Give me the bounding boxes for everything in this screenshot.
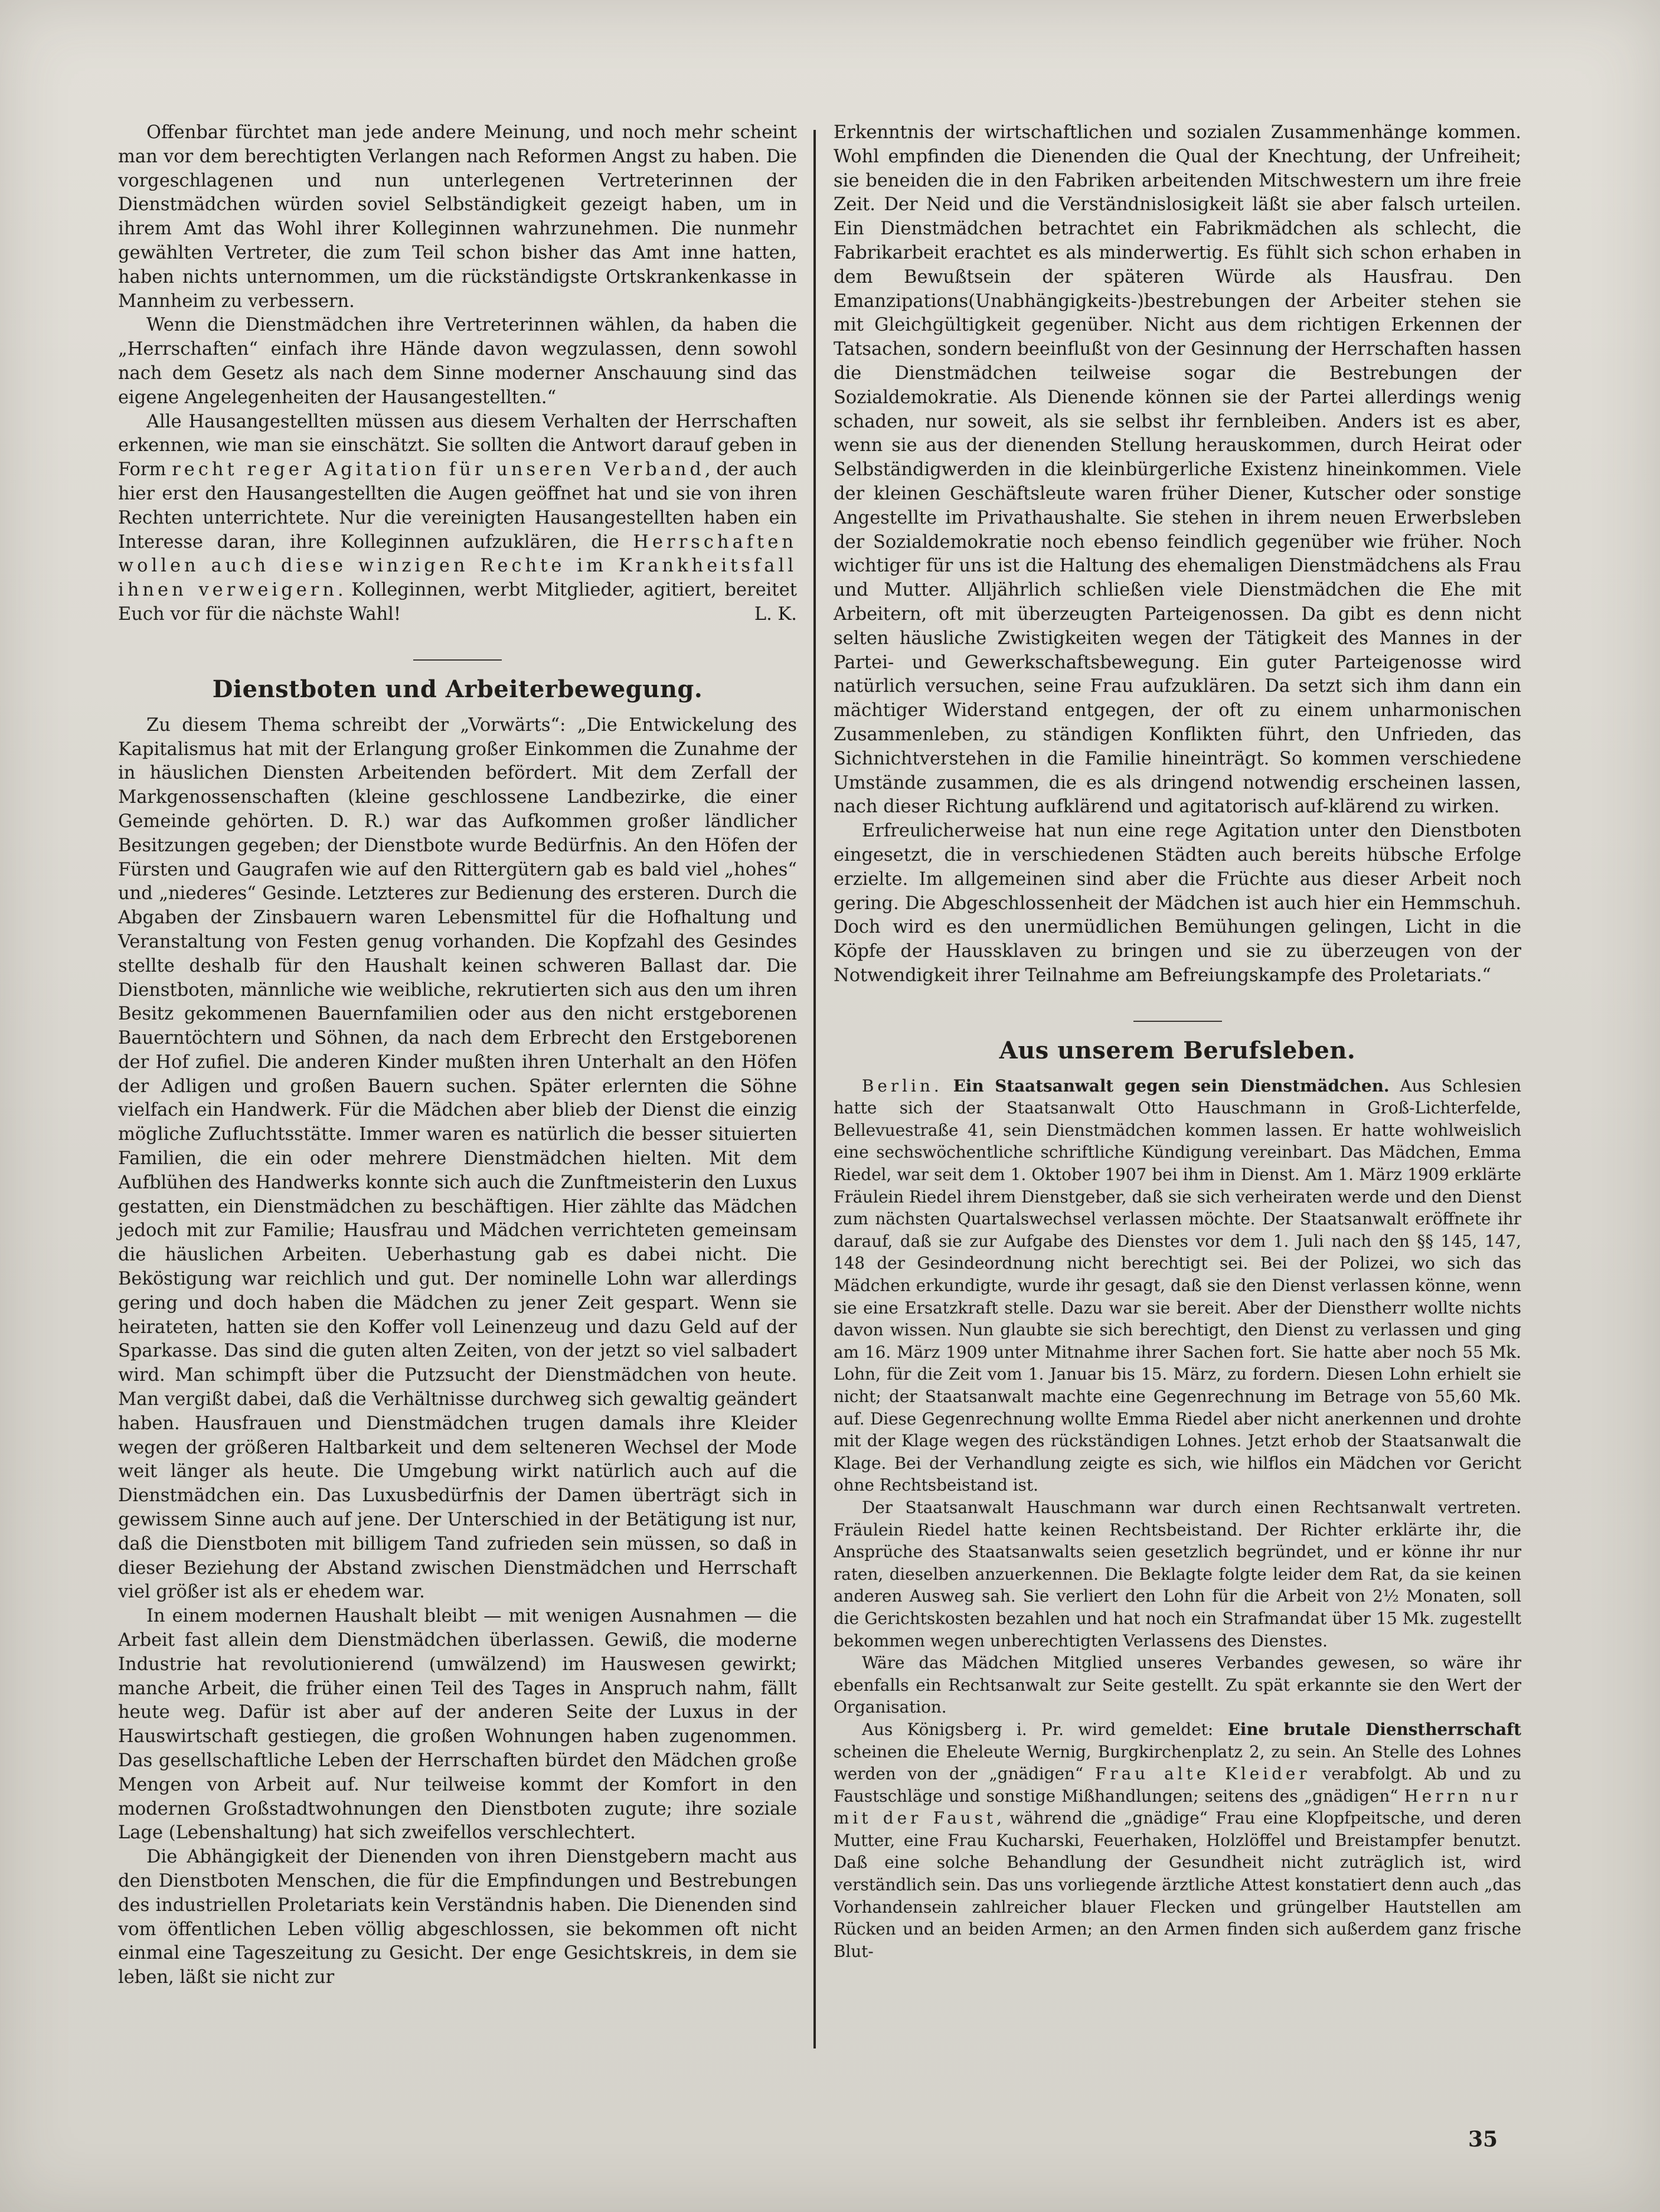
paragraph: Wenn die Dienstmädchen ihre Vertreterinnen wählen, da haben die „Herrschaften“ einfach ihre Hände davon wegzulassen, denn sowohl nach dem Gesetz als nach dem Sinne moderner Anschauung sind das eigene Angelegenheiten der Hausangestellten.“ <box>118 315 797 408</box>
author-signature: L. K. <box>754 603 797 625</box>
paragraph: Erkenntnis der wirtschaftlichen und sozialen Zusammenhänge kommen. Wohl empfinden die Dienenden die Qual der Knechtung, der Unfreiheit; sie beneiden die in den Fabriken arbeitenden Mitschwestern um ihre freie Zeit. Der Neid und die Verständnislosigkeit läßt sie aber falsch urteilen. Ein Dienstmädchen betrachtet ein Fabrikmädchen als schlecht, die Fabrikarbeit erachtet es als minderwertig. Es fühlt sich schon erhaben in dem Bewußtsein der späteren Würde als Hausfrau. Den Emanzipations(Unabhängigkeits-)bestrebungen der Arbeiter stehen sie mit Gleichgültigkeit gegenüber. Nicht aus dem richtigen Erkennen der Tatsachen, sondern beeinflußt von der Gesinnung der Herrschaften hassen die Dienstmädchen teilweise sogar die Bestrebungen der Sozialdemokratie. Als Dienende können sie der Partei allerdings wenig schaden, nur soweit, als sie selbst ihr fernbleiben. Anders ist es aber, wenn sie aus der dienenden Stellung herauskommen, durch Heirat oder Selbständigwerden in die kleinbürgerliche Existenz hineinkommen. Viele der kleinen Geschäftsleute waren früher Diener, Kutscher oder sonstige Angestellte im Privathaushalte. Sie stehen in ihrem neuen Erwerbsleben der Sozialdemokratie noch ebenso feindlich gegenüber wie früher. Noch wichtiger für uns ist die Haltung des ehemaligen Dienstmädchens als Frau und Mutter. Alljährlich schließen viele Dienstmädchen die Ehe mit Arbeitern, oft mit überzeugten Parteigenossen. Da gibt es denn nicht selten häusliche Zwistigkeiten wegen der Tätigkeit des Mannes in der Partei- und Gewerkschaftsbewegung. Ein guter Parteigenosse wird natürlich versuchen, seine Frau aufzuklären. Da setzt sich ihm dann ein mächtiger Widerstand entgegen, der oft zu einem unharmonischen Zusammenleben, zu ständigen Konflikten führt, den Unfrieden, das Sichnichtverstehen in die Familie hineinträgt. So kommen verschiedene Umstände zusammen, die es als dringend notwendig erscheinen lassen, nach dieser Richtung aufklärend und agitatorisch auf-klärend zu wirken. <box>834 122 1521 818</box>
place-name: Berlin. <box>862 1076 943 1096</box>
right-column <box>834 121 1521 1962</box>
paragraph: Der Staatsanwalt Hauschmann war durch einen Rechtsanwalt vertreten. Fräulein Riedel hatte keinen Rechtsbeistand. Der Richter erklärte ihr, die Ansprüche des Staatsanwalts seien gesetzlich begründet, und er könne ihr nur raten, dieselben anzuerkennen. Die Beklagte folgte leider dem Rat, da sie keinen anderen Ausweg sah. Sie verliert den Lohn für die Arbeit von 2½ Monaten, soll die Gerichtskosten bezahlen und hat noch ein Strafmandat über 15 Mk. zugestellt bekommen wegen unberechtigten Verlassens des Dienstes. <box>834 1497 1521 1651</box>
emphasis-text: recht reger Agitation für unseren Verband <box>172 459 705 481</box>
emphasis-text: Frau alte Kleider <box>1095 1764 1311 1784</box>
paragraph <box>834 1075 1521 1497</box>
text: Alle Hausangestellten müssen aus diesem Verhalten der Herrschaften erkennen, wie man sie einschätzt. Sie sollten die Antwort darauf geben in Form <box>118 411 797 481</box>
paragraph: Zu diesem Thema schreibt der „Vorwärts“: „Die Entwickelung des Kapitalismus hat mit der Erlangung großer Einkommen die Zunahme der in häuslichen Diensten Arbeitenden befördert. Mit dem Zerfall der Markgenossenschaften (kleine geschlossene Landbezirke, die einer Gemeinde gehörten. D. R.) war das Aufkommen großer ländlicher Besitzungen gegeben; der Dienstbote wurde Bedürfnis. An den Höfen der Fürsten und Gaugrafen wie auf den Rittergütern gab es bald viel „hohes“ und „niederes“ Gesinde. Letzteres zur Bedienung des ersteren. Durch die Abgaben der Zinsbauern waren Lebensmittel für die Hofhaltung und Veranstaltung von Festen genug vorhanden. Die Kopfzahl des Gesindes stellte deshalb für den Haushalt keinen schweren Ballast dar. Die Dienstboten, männliche wie weibliche, rekrutierten sich aus den um ihren Besitz gekommenen Bauernfamilien oder aus den nicht erstgeborenen Bauerntöchtern und Söhnen, da nach dem Erbrecht den Erstgeborenen der Hof zufiel. Die anderen Kinder mußten ihren Unterhalt an den Höfen der Adligen und großen Bauern suchen. Später erlernten die Söhne vielfach ein Handwerk. Für die Mädchen aber blieb der Dienst die einzig mögliche Zufluchtsstätte. Immer waren es natürlich die besser situierten Familien, die ein oder mehrere Dienstmädchen hielten. Mit dem Aufblühen des Handwerks konnte sich auch die Zunftmeisterin den Luxus gestatten, ein Dienstmädchen zu beschäftigen. Hier zählte das Mädchen jedoch mit zur Familie; Hausfrau und Mädchen verrichteten gemeinsam die häuslichen Arbeiten. Ueberhastung gab es dabei nicht. Die Beköstigung war reichlich und gut. Der nominelle Lohn war allerdings gering und doch haben die Mädchen zu jener Zeit gespart. Wenn sie heirateten, hatten sie den Koffer voll Leinenzeug und dazu Geld auf der Sparkasse. Das sind die guten alten Zeiten, von der jetzt so viel salbadert wird. Man schimpft über die Putzsucht der Dienstmädchen von heute. Man vergißt dabei, daß die Verhältnisse durchweg sich gewaltig geändert haben. Hausfrauen und Dienstmädchen trugen damals ihre Kleider wegen der größeren Haltbarkeit und dem selteneren Wechsel der Mode weit länger als heute. Die Umgebung wirkt natürlich auch auf die Dienstmädchen ein. Das Luxusbedürfnis der Damen überträgt sich in gewissem Sinne auch auf jene. Der Unterschied in der Betätigung ist nur, daß die Dienstboten mit billigem Tand zufrieden sein müssen, so daß in dieser Beziehung der Abstand zwischen Dienstmädchen und Herrschaft viel größer ist als er ehedem war. <box>118 714 797 1603</box>
item-title: Ein Staatsanwalt gegen sein Dienstmädchen. <box>953 1076 1390 1096</box>
column-rule <box>813 130 816 2048</box>
section-divider <box>1133 1021 1222 1022</box>
page-number: 35 <box>1468 2127 1498 2152</box>
paragraph: Offenbar fürchtet man jede andere Meinung, und noch mehr scheint man vor dem berechtigten Verlangen nach Reformen Angst zu haben. Die vorgeschlagenen und nun unterlegenen Vertreterinnen der Dienstmädchen würden soviel Selbständigkeit gezeigt haben, um in ihrem Amt das Wohl ihrer Kolleginnen wahrzunehmen. Die nunmehr gewählten Vertreter, die zum Teil schon bisher das Amt inne hatten, haben nichts unternommen, um die rückständigste Ortskrankenkasse in Mannheim zu verbessern. <box>118 122 797 312</box>
small-print-block <box>834 1075 1521 1963</box>
text: . Kolleginnen, werbt Mitglieder, agitiert, bereitet Euch vor für die nächste Wahl! <box>118 580 797 625</box>
emphasis-text: Herrschaften wollen auch diese winzigen Rechte im Krankheitsfall ihnen verweigern <box>118 531 797 601</box>
text: Aus Königsberg i. Pr. wird gemeldet: <box>862 1719 1228 1739</box>
section-divider <box>413 659 502 661</box>
paragraph: Erfreulicherweise hat nun eine rege Agitation unter den Dienstboten eingesetzt, die in verschiedenen Städten auch bereits hübsche Erfolge erzielte. Im allgemeinen sind aber die Früchte aus dieser Arbeit noch gering. Die Abgeschlossenheit der Mädchen ist auch hier ein Hemmschuh. Doch wird es den unermüdlichen Bemühungen gelingen, Licht in die Köpfe der Haussklaven zu bringen und sie zu überzeugen von der Notwendigkeit ihrer Teilnahme am Befreiungskampfe des Proletariats.“ <box>834 821 1521 986</box>
paragraph <box>118 410 797 627</box>
emphasis-text: Herrn nur mit der Faust <box>834 1786 1521 1828</box>
item-title: Eine brutale Dienstherrschaft <box>1227 1719 1521 1739</box>
article-heading: Dienstboten und Arbeiterbewegung. <box>212 675 703 703</box>
text: verabfolgt. Ab und zu Faustschläge und sonstige Mißhandlungen; seitens des „gnädigen“ <box>834 1764 1521 1806</box>
section-heading: Aus unserem Berufsleben. <box>999 1036 1356 1064</box>
text: scheinen die Eheleute Wernig, Burgkirchenplatz 2, zu sein. An Stelle des Lohnes werden von der „gnädigen“ <box>834 1741 1521 1784</box>
text: Aus Schlesien hatte sich der Staatsanwalt Otto Hauschmann in Groß-Lichterfelde, Bellevuestraße 41, sein Dienstmädchen kommen lassen. Er hatte wohlweislich eine sechswöchentliche schriftliche Kündigung vereinbart. Das Mädchen, Emma Riedel, war seit dem 1. Oktober 1907 bei ihm in Dienst. Am 1. März 1909 erklärte Fräulein Riedel ihrem Dienstgeber, daß sie sich verheiraten werde und den Dienst zum nächsten Quartalswechsel verlassen möchte. Der Staatsanwalt eröffnete ihr darauf, daß sie zur Aufgabe des Dienstes vor dem 1. Juli nach den §§ 145, 147, 148 der Gesindeordnung nicht berechtigt sei. Bei der Polizei, wo sich das Mädchen erkundigte, wurde ihr gesagt, daß sie den Dienst verlassen könne, wenn sie eine Ersatzkraft stelle. Dazu war sie bereit. Aber der Dienstherr wollte nichts davon wissen. Nun glaubte sie sich berechtigt, den Dienst zu verlassen und ging am 16. März 1909 unter Mitnahme ihrer Sachen fort. Sie hatte aber noch 55 Mk. Lohn, für die Zeit vom 1. Januar bis 15. März, zu fordern. Diesen Lohn erhielt sie nicht; der Staatsanwalt machte eine Gegenrechnung im Betrage von 55,60 Mk. auf. Diese Gegenrechnung wollte Emma Riedel aber nicht anerkennen und drohte mit der Klage wegen des rückständigen Lohnes. Jetzt erhob der Staatsanwalt die Klage. Bei der Verhandlung zeigte es sich, wie hilflos ein Mädchen vor Gericht ohne Rechtsbeistand ist. <box>834 1076 1521 1495</box>
text: , während die „gnädige“ Frau eine Klopfpeitsche, und deren Mutter, eine Frau Kucharski, Feuerhaken, Holzlöffel und Breistampfer benutzt. Daß eine solche Behandlung der Gesundheit nicht zuträglich ist, wird verständlich sein. Das uns vorliegende ärztliche Attest konstatiert denn auch „das Vorhandensein zahlreicher blauer Flecken und grüngelber Hautstellen am Rücken und an beiden Armen; an den Armen finden sich außerdem ganz frische Blut- <box>834 1808 1521 1961</box>
paragraph: Die Abhängigkeit der Dienenden von ihren Dienstgebern macht aus den Dienstboten Menschen, die für die Empfindungen und Bestrebungen des industriellen Proletariats kein Verständnis haben. Die Dienenden sind vom öffentlichen Leben völlig abgeschlossen, sie bekommen oft nicht einmal eine Tageszeitung zu Gesicht. Der enge Gesichtskreis, in dem sie leben, läßt sie nicht zur <box>118 1847 797 1988</box>
paragraph: Wäre das Mädchen Mitglied unseres Verbandes gewesen, so wäre ihr ebenfalls ein Rechtsanwalt zur Seite gestellt. Zu spät erkannte sie den Wert der Organisation. <box>834 1653 1521 1717</box>
paragraph: In einem modernen Haushalt bleibt — mit wenigen Ausnahmen — die Arbeit fast allein dem Dienstmädchen überlassen. Gewiß, die moderne Industrie hat revolutionierend (umwälzend) im Hauswesen gewirkt; manche Arbeit, die früher einen Teil des Tages in Anspruch nahm, fällt heute weg. Dafür ist aber auf der anderen Seite der Luxus in der Hauswirtschaft gestiegen, die großen Wohnungen haben zugenommen. Das gesellschaftliche Leben der Herrschaften bürdet den Mädchen große Mengen von Arbeit auf. Nur teilweise kommt der Komfort in den modernen Großstadtwohnungen den Dienstboten zugute; ihre soziale Lage (Lebenshaltung) hat sich zweifellos verschlechtert. <box>118 1606 797 1844</box>
left-column <box>118 121 797 1990</box>
paragraph <box>834 1718 1521 1963</box>
text: , der auch hier erst den Hausangestellten die Augen geöffnet hat und sie von ihren Rechten unterrichtete. Nur die vereinigten Hausangestellten haben ein Interesse daran, ihre Kolleginnen aufzuklären, die <box>118 459 797 553</box>
